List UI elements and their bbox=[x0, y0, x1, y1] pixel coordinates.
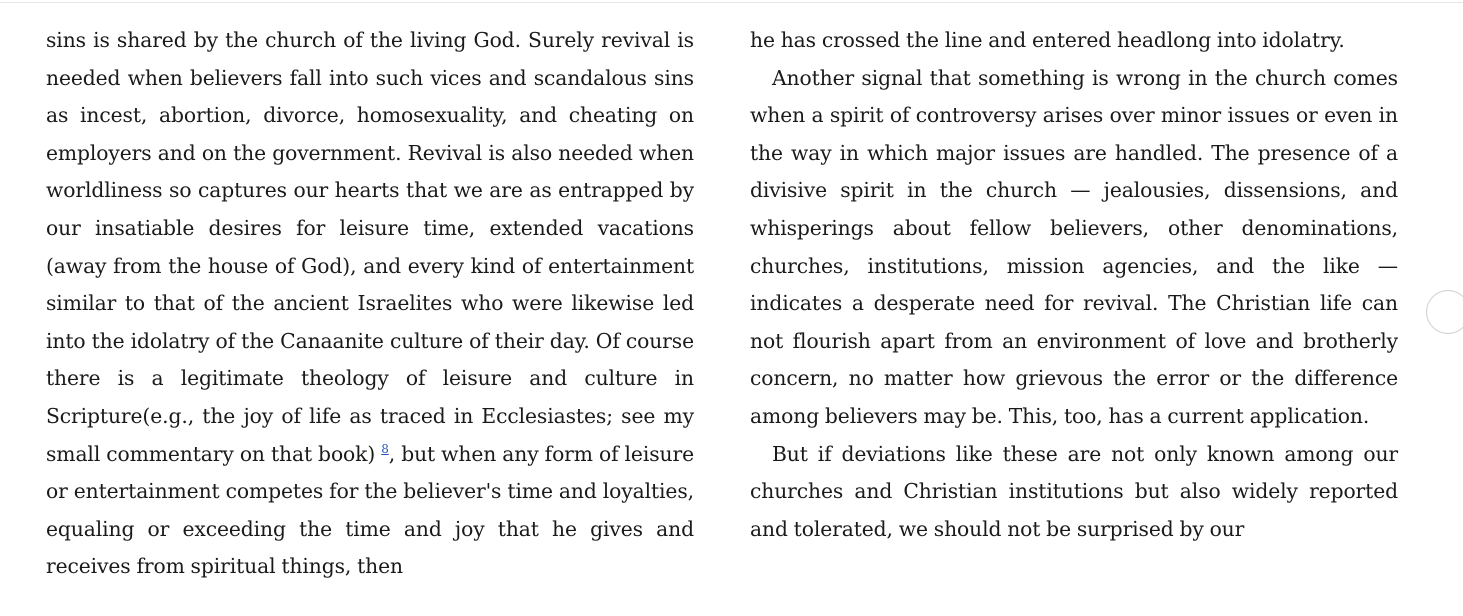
paragraph: he has crossed the line and entered headlong into idolatry. bbox=[750, 28, 1345, 52]
paragraph-text-continued: , but when any form of leisure or entertainment competes for the believer's time and loyalties, equaling or exceeding the time and joy that he gives and receives from spiritual things, then bbox=[46, 441, 694, 579]
next-page-button[interactable] bbox=[1426, 290, 1463, 334]
paragraph-text: sins is shared by the church of the living God. Surely revival is needed when believers fall into such vices and scandalous sins as incest, abortion, divorce, homosexuality, and cheating on employers and on the government. Revival is also needed when worldliness so captures our hearts that we are as entrapped by our insatiable desires for leisure time, extended vacations (away from the house of God), and every kind of entertainment similar to that of the ancient Israelites who were likewise led into the idolatry of the Canaanite culture of their day. Of course there is a legitimate theology of leisure and culture in Scripture(e.g., the joy of life as traced in Ecclesiastes; see my small commentary on that book) bbox=[46, 28, 694, 466]
right-text-column bbox=[750, 22, 1398, 548]
top-divider bbox=[0, 2, 1463, 3]
paragraph: Another signal that something is wrong in the church comes when a spirit of controversy arises over minor issues or even in the way in which major issues are handled. The presence of a divisive spirit in the church — jealousies, dissensions, and whisperings about fellow believers, other denominations, churches, institutions, mission agencies, and the like — indicates a desperate need for revival. The Christian life can not flourish apart from an environment of love and brotherly concern, no matter how grievous the error or the difference among believers may be. This, too, has a current application. bbox=[750, 65, 1398, 428]
footnote-link[interactable]: 8 bbox=[381, 441, 389, 456]
left-text-column bbox=[46, 22, 694, 586]
paragraph: But if deviations like these are not only known among our churches and Christian institutions but also widely reported and tolerated, we should not be surprised by our bbox=[750, 441, 1398, 541]
paragraph bbox=[46, 22, 694, 586]
